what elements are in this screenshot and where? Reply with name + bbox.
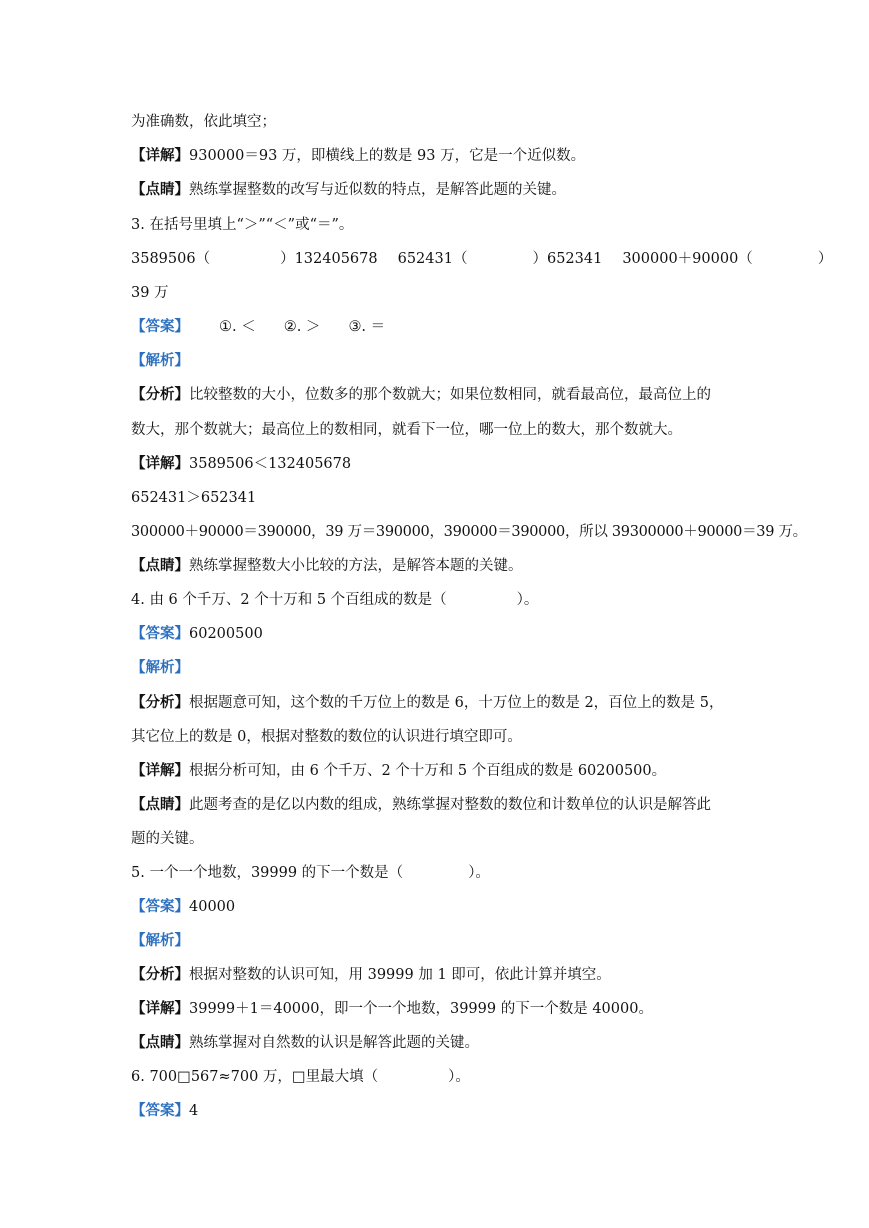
q6-answer-line [131, 1101, 809, 1121]
q5-answer: 40000 [189, 899, 236, 915]
prev-tail-line [131, 112, 809, 132]
q5-tip-line [131, 1033, 809, 1053]
q3-detail-line-3 [131, 522, 809, 542]
q3-blanks-cont [131, 283, 809, 303]
q4-answer-line [131, 624, 809, 644]
q3-a1-left: 3589506（ [131, 251, 211, 267]
q3-answer-1: ①. ＜ [219, 319, 256, 335]
fenxi-tag: 【分析】 [131, 694, 189, 711]
q5-stem [131, 863, 809, 883]
q4-detail-line [131, 761, 809, 781]
answer-tag: 【答案】 [131, 625, 189, 642]
prev-detail-text: 930000＝93 万，即横线上的数是 93 万，它是一个近似数。 [189, 148, 586, 164]
q3-blanks-line [131, 249, 833, 269]
q5-fenxi-text: 根据对整数的认识可知，用 39999 加 1 即可，依此计算并填空。 [189, 967, 611, 983]
detail-tag: 【详解】 [131, 762, 189, 779]
q4-tip-line-2 [131, 829, 809, 849]
q3-a2-right: ）652341 [532, 251, 603, 267]
q3-a3-right: ） [817, 251, 833, 267]
prev-tail-text: 为准确数，依此填空； [131, 114, 276, 130]
q4-tip-line-1 [131, 795, 809, 815]
q4-fenxi-text-1: 根据题意可知，这个数的千万位上的数是 6，十万位上的数是 2，百位上的数是 5， [189, 695, 724, 711]
analysis-tag: 【解析】 [131, 932, 189, 949]
q4-fenxi-line-1 [131, 693, 809, 713]
q3-answer-2: ②. ＞ [283, 319, 321, 335]
q4-stem-right: ）。 [516, 592, 539, 608]
q5-detail-text: 39999＋1＝40000，即一个一个地数，39999 的下一个数是 40000。 [189, 1001, 653, 1017]
q3-stem [131, 215, 809, 235]
tip-tag: 【点睛】 [131, 1034, 189, 1051]
tip-tag: 【点睛】 [131, 557, 189, 574]
q4-fenxi-text-2: 其它位上的数是 0，根据对整数的数位的认识进行填空即可。 [131, 729, 522, 745]
q3-tip-text: 熟练掌握整数大小比较的方法，是解答本题的关键。 [189, 558, 523, 574]
q3-answer-3: ③. ＝ [348, 319, 386, 335]
q5-stem-right: ）。 [468, 865, 490, 881]
q3-analysis-line [131, 351, 809, 371]
q3-a1-right: ）132405678 [280, 251, 378, 267]
answer-tag: 【答案】 [131, 898, 189, 915]
fenxi-tag: 【分析】 [131, 966, 189, 983]
q5-detail-line [131, 999, 809, 1019]
q5-analysis-line [131, 931, 809, 951]
q3-fenxi-text-1: 比较整数的大小，位数多的那个数就大；如果位数相同，就看最高位，最高位上的 [189, 387, 711, 403]
q3-detail-text-1: 3589506＜132405678 [189, 456, 352, 472]
q4-stem [131, 590, 809, 610]
answer-tag: 【答案】 [131, 318, 189, 335]
prev-tip-text: 熟练掌握整数的改写与近似数的特点，是解答此题的关键。 [189, 182, 566, 198]
q4-stem-left: 4. 由 6 个千万、2 个十万和 5 个百组成的数是（ [131, 592, 447, 608]
q5-tip-text: 熟练掌握对自然数的认识是解答此题的关键。 [189, 1035, 479, 1051]
detail-tag: 【详解】 [131, 147, 189, 164]
q5-fenxi-line [131, 965, 809, 985]
q3-answer-line [131, 317, 809, 337]
q3-detail-text-2: 652431＞652341 [131, 490, 257, 506]
q3-a3-cont: 39 万 [131, 285, 169, 301]
q3-a3-left: 300000＋90000（ [622, 251, 753, 267]
q5-answer-line [131, 897, 809, 917]
q6-answer: 4 [189, 1103, 199, 1119]
q3-fenxi-line-1 [131, 385, 809, 405]
q3-detail-line-2 [131, 488, 809, 508]
answer-tag: 【答案】 [131, 1102, 189, 1119]
q3-tip-line [131, 556, 809, 576]
analysis-tag: 【解析】 [131, 659, 189, 676]
q3-detail-text-3: 300000＋90000＝390000，39 万＝390000，390000＝390000，所以 39300000＋90000＝39 万。 [131, 524, 807, 540]
q4-answer: 60200500 [189, 626, 263, 642]
q4-tip-text-1: 此题考查的是亿以内数的组成，熟练掌握对整数的数位和计数单位的认识是解答此 [189, 797, 711, 813]
q6-stem [131, 1067, 809, 1087]
detail-tag: 【详解】 [131, 455, 189, 472]
prev-detail-line [131, 146, 809, 166]
q4-fenxi-line-2 [131, 727, 809, 747]
q6-stem-right: ）。 [448, 1069, 470, 1085]
q3-stem-text: 3. 在括号里填上“＞”“＜”或“＝”。 [131, 217, 354, 233]
q4-analysis-line [131, 658, 809, 678]
q3-fenxi-text-2: 数大，那个数就大；最高位上的数相同，就看下一位，哪一位上的数大，那个数就大。 [131, 422, 682, 438]
q4-tip-text-2: 题的关键。 [131, 831, 204, 847]
analysis-tag: 【解析】 [131, 352, 189, 369]
tip-tag: 【点睛】 [131, 181, 189, 198]
q5-stem-left: 5. 一个一个地数，39999 的下一个数是（ [131, 865, 404, 881]
prev-tip-line [131, 180, 809, 200]
q6-stem-left: 6. 700□567≈700 万，□里最大填（ [131, 1069, 379, 1085]
detail-tag: 【详解】 [131, 1000, 189, 1017]
q3-a2-left: 652431（ [397, 251, 468, 267]
q3-detail-line-1 [131, 454, 809, 474]
q3-fenxi-line-2 [131, 420, 809, 440]
q4-detail-text: 根据分析可知，由 6 个千万、2 个十万和 5 个百组成的数是 60200500。 [189, 763, 667, 779]
tip-tag: 【点睛】 [131, 796, 189, 813]
fenxi-tag: 【分析】 [131, 386, 189, 403]
